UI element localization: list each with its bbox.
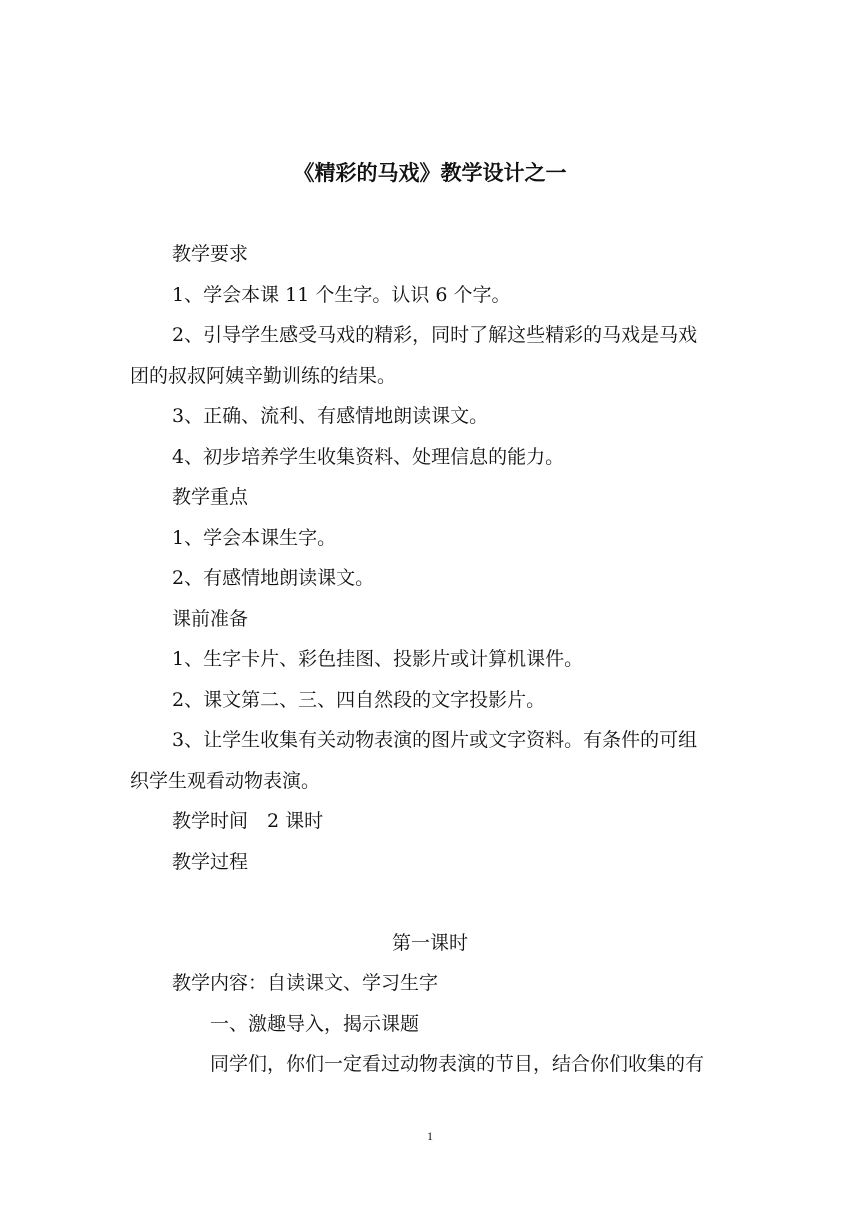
paragraph-line: 4、初步培养学生收集资料、处理信息的能力。 [172,446,565,468]
paragraph-line: 1、学会本课生字。 [172,527,337,549]
section-heading-requirements: 教学要求 [172,243,249,265]
paragraph-line: 2、课文第二、三、四自然段的文字投影片。 [172,689,546,711]
section-heading-time: 教学时间 2 课时 [172,810,324,832]
subsection-heading: 一、激趣导入，揭示课题 [210,1013,420,1035]
paragraph-line: 同学们，你们一定看过动物表演的节目，结合你们收集的有 [210,1053,705,1075]
document-title: 《精彩的马戏》教学设计之一 [293,161,567,185]
section-heading-process: 教学过程 [172,851,249,873]
paragraph-line: 织学生观看动物表演。 [130,770,321,792]
lesson-heading: 第一课时 [391,932,468,954]
section-heading-preparation: 课前准备 [172,608,249,630]
paragraph-line: 1、生字卡片、彩色挂图、投影片或计算机课件。 [172,648,584,670]
paragraph-line: 3、正确、流利、有感情地朗读课文。 [172,405,489,427]
paragraph-line: 团的叔叔阿姨辛勤训练的结果。 [130,365,397,387]
paragraph-line: 3、让学生收集有关动物表演的图片或文字资料。有条件的可组 [172,729,698,751]
paragraph-line: 2、有感情地朗读课文。 [172,567,375,589]
paragraph-line: 1、学会本课 11 个生字。认识 6 个字。 [172,284,511,306]
paragraph-line: 教学内容：自读课文、学习生字 [172,972,439,994]
page-number: 1 [427,1129,433,1143]
paragraph-line: 2、引导学生感受马戏的精彩，同时了解这些精彩的马戏是马戏 [172,324,698,346]
section-heading-key-points: 教学重点 [172,486,249,508]
